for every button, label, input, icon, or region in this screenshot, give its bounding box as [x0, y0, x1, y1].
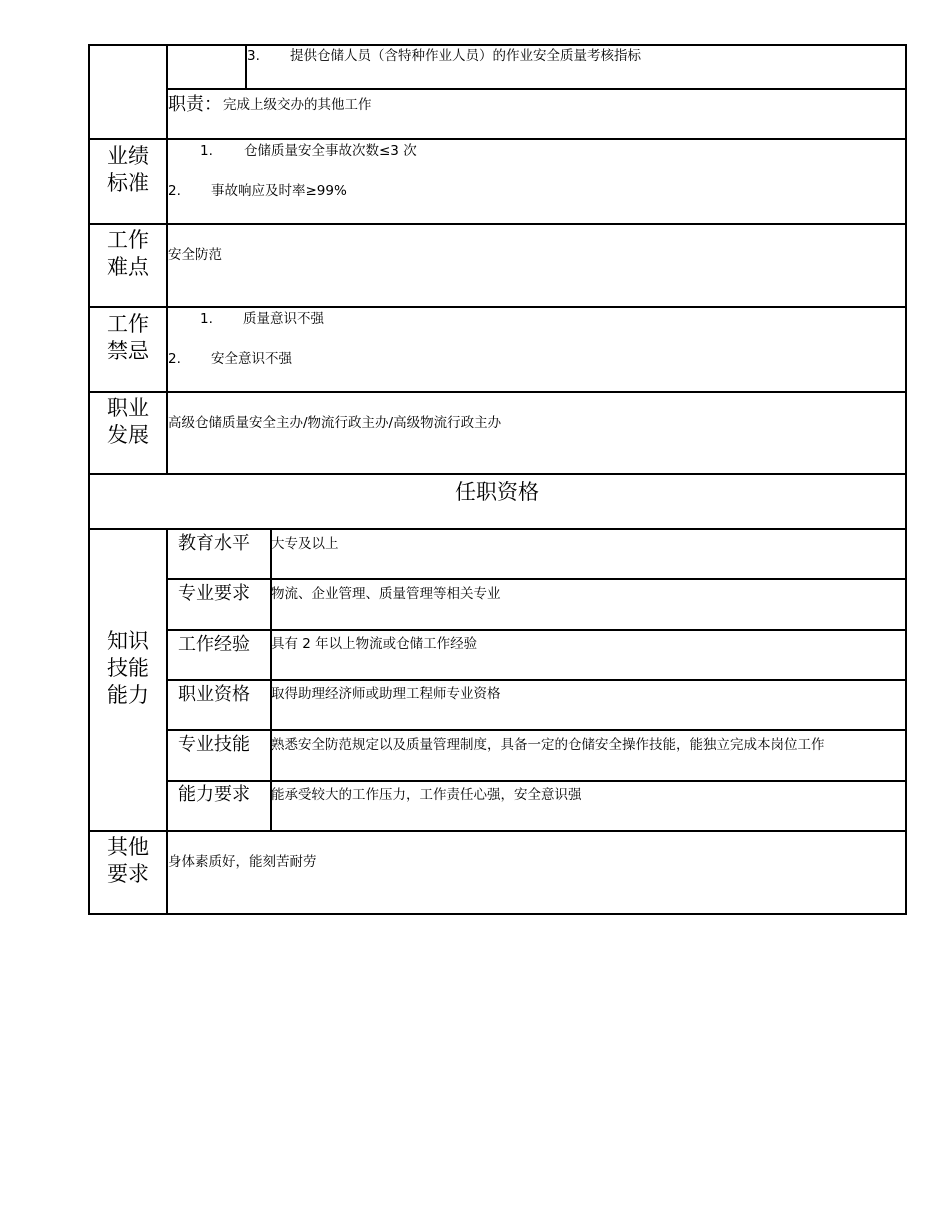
- item-number: 2.: [168, 183, 181, 199]
- experience-value: 具有 2 年以上物流或仓储工作经验: [271, 636, 478, 652]
- ability-label: 能力要求: [178, 784, 250, 805]
- label-line: 业绩: [107, 144, 149, 168]
- table-border: [167, 629, 907, 631]
- table-border: [88, 913, 907, 915]
- other-label: [89, 834, 167, 888]
- other-text: 身体素质好，能刻苦耐劳: [168, 854, 317, 870]
- table-border: [167, 679, 907, 681]
- major-value: 物流、企业管理、质量管理等相关专业: [271, 586, 501, 602]
- table-border: [88, 306, 907, 308]
- difficulty-text: 安全防范: [168, 247, 222, 263]
- table-border: [88, 830, 907, 832]
- table-border: [88, 473, 907, 475]
- certification-value: 取得助理经济师或助理工程师专业资格: [271, 686, 501, 702]
- skills-label: 专业技能: [178, 734, 250, 755]
- duty-label: 职责：: [168, 94, 222, 115]
- experience-label: 工作经验: [178, 634, 250, 655]
- education-label: 教育水平: [178, 533, 250, 554]
- career-text: 高级仓储质量安全主办/物流行政主办/高级物流行政主办: [168, 415, 502, 431]
- label-line: 工作: [107, 312, 149, 336]
- table-border: [167, 578, 907, 580]
- table-border: [88, 528, 907, 530]
- table-border: [167, 88, 907, 90]
- label-line: 职业: [107, 396, 149, 420]
- label-line: 难点: [107, 255, 149, 279]
- career-label: [89, 395, 167, 449]
- performance-item: 仓储质量安全事故次数≤3 次: [244, 143, 417, 159]
- responsibility-item: 提供仓储人员（含特种作业人员）的作业安全质量考核指标: [290, 48, 641, 64]
- taboo-item: 安全意识不强: [211, 351, 292, 367]
- label-line: 工作: [107, 228, 149, 252]
- label-line: 发展: [107, 423, 149, 447]
- performance-label: [89, 143, 167, 197]
- label-line: 禁忌: [107, 339, 149, 363]
- ability-value: 能承受较大的工作压力，工作责任心强，安全意识强: [271, 787, 582, 803]
- table-border: [88, 44, 907, 46]
- item-number: 1.: [200, 311, 213, 327]
- performance-item: 事故响应及时率≥99%: [211, 183, 347, 199]
- label-line: 其他: [107, 835, 149, 859]
- label-line: 知识: [107, 629, 149, 653]
- taboo-item: 质量意识不强: [243, 311, 324, 327]
- qualification-title: 任职资格: [455, 480, 539, 504]
- duty-text: 完成上级交办的其他工作: [223, 97, 372, 113]
- taboo-label: [89, 311, 167, 365]
- knowledge-label: [89, 628, 167, 709]
- education-value: 大专及以上: [271, 536, 339, 552]
- label-line: 要求: [107, 862, 149, 886]
- table-border: [88, 223, 907, 225]
- table-border: [905, 44, 907, 915]
- table-border: [167, 729, 907, 731]
- difficulty-label: [89, 227, 167, 281]
- table-border: [88, 138, 907, 140]
- skills-value: 熟悉安全防范规定以及质量管理制度，具备一定的仓储安全操作技能，能独立完成本岗位工作: [271, 737, 825, 753]
- label-line: 技能: [107, 656, 149, 680]
- table-border: [88, 391, 907, 393]
- label-line: 标准: [107, 171, 149, 195]
- item-number: 1.: [200, 143, 213, 159]
- certification-label: 职业资格: [178, 684, 250, 705]
- item-number: 2.: [168, 351, 181, 367]
- major-label: 专业要求: [178, 583, 250, 604]
- item-number: 3.: [247, 48, 260, 64]
- label-line: 能力: [107, 683, 149, 707]
- table-border: [167, 780, 907, 782]
